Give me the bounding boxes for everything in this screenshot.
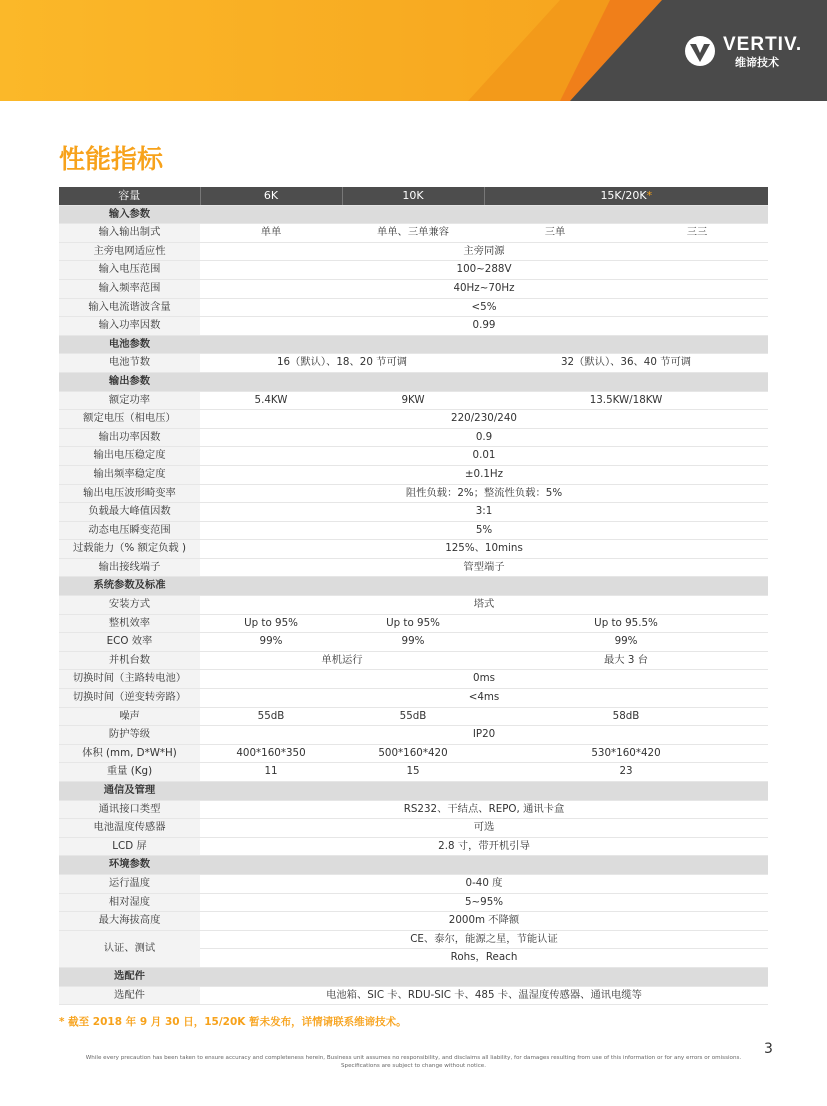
row-value: 单机运行 [200,651,484,670]
header-15k-20k [484,187,768,205]
section-fill [200,782,768,801]
row-value: Up to 95% [200,614,342,633]
header-15k-20k-label: 15K/20K [600,189,647,202]
row-value: 5% [200,521,768,540]
row-label: 切换时间（主路转电池） [59,670,200,689]
section-row [59,577,768,596]
page-number: 3 [764,1041,773,1057]
row-value: 5.4KW [200,391,342,410]
section-fill [200,335,768,354]
row-value: <5% [200,298,768,317]
section-fill [200,967,768,986]
row-label: 整机效率 [59,614,200,633]
row-label: 负载最大峰值因数 [59,503,200,522]
row-label: 选配件 [59,986,200,1005]
row-label: 体积 (mm, D*W*H) [59,744,200,763]
row-label: 防护等级 [59,726,200,745]
row-value: 23 [484,763,768,782]
section-fill [200,856,768,875]
table-row [59,800,768,819]
row-label: 过载能力（% 额定负载 ) [59,540,200,559]
row-value: IP20 [200,726,768,745]
row-label: 动态电压瞬变范围 [59,521,200,540]
table-row [59,447,768,466]
table-row [59,912,768,931]
row-value: 9KW [342,391,484,410]
header-10k: 10K [342,187,484,205]
table-row [59,633,768,652]
footnote: * 截至 2018 年 9 月 30 日，15/20K 暂未发布，详情请联系维谛技术。 [59,1016,407,1028]
table-row [59,707,768,726]
row-value: 99% [342,633,484,652]
section-label: 电池参数 [59,335,200,354]
table-row [59,819,768,838]
row-value: 11 [200,763,342,782]
row-value: 电池箱、SIC 卡、RDU-SIC 卡、485 卡、温湿度传感器、通讯电缆等 [200,986,768,1005]
table-row [59,744,768,763]
row-value: CE、泰尔，能源之星，节能认证 [200,930,768,949]
row-value: 99% [200,633,342,652]
vertiv-logo-icon [683,34,717,68]
header-capacity: 容量 [59,187,200,205]
section-label: 输出参数 [59,372,200,391]
section-label: 通信及管理 [59,782,200,801]
table-row [59,261,768,280]
disclaimer-line-2: Specifications are subject to change without notice. [340,1063,487,1069]
table-row [59,596,768,615]
row-value: <4ms [200,689,768,708]
section-row [59,205,768,224]
row-value: 13.5KW/18KW [484,391,768,410]
row-label: 输入功率因数 [59,317,200,336]
section-label: 环境参数 [59,856,200,875]
section-row [59,335,768,354]
row-label: 切换时间（逆变转旁路） [59,689,200,708]
row-label: 电池节数 [59,354,200,373]
table-row [59,558,768,577]
row-value: 0-40 度 [200,874,768,893]
row-value: 0.9 [200,428,768,447]
table-row [59,651,768,670]
table-row [59,428,768,447]
row-value: 主旁同源 [200,242,768,261]
header-star: * [646,189,653,202]
row-label: LCD 屏 [59,837,200,856]
page-title: 性能指标 [59,145,164,175]
row-value: 三三 [626,224,768,243]
row-value: 100~288V [200,261,768,280]
row-label: 输入输出制式 [59,224,200,243]
row-label: 输出接线端子 [59,558,200,577]
table-row [59,317,768,336]
section-row [59,372,768,391]
row-label: 主旁电网适应性 [59,242,200,261]
table-row [59,354,768,373]
row-value: Up to 95% [342,614,484,633]
row-label: 噪声 [59,707,200,726]
row-label: 额定电压（相电压） [59,410,200,429]
table-row [59,540,768,559]
table-row [59,242,768,261]
row-label: 电池温度传感器 [59,819,200,838]
row-label: 输入电压范围 [59,261,200,280]
table-row [59,503,768,522]
table-header-row [59,187,768,205]
row-value: 0.01 [200,447,768,466]
table-row [59,224,768,243]
section-row [59,782,768,801]
row-value: 单单、三单兼容 [342,224,484,243]
table-row [59,391,768,410]
row-value: 塔式 [200,596,768,615]
table-row [59,837,768,856]
spec-table-body [59,187,768,1005]
row-value: 5~95% [200,893,768,912]
table-row [59,614,768,633]
table-row [59,410,768,429]
table-row [59,763,768,782]
row-value: 三单 [484,224,626,243]
table-row [59,465,768,484]
row-value: 400*160*350 [200,744,342,763]
row-label: 通讯接口类型 [59,800,200,819]
row-label: 运行温度 [59,874,200,893]
row-value: 58dB [484,707,768,726]
table-row [59,670,768,689]
brand-name: VERTIV. [723,34,803,55]
table-row [59,874,768,893]
row-value: 0.99 [200,317,768,336]
row-value: ±0.1Hz [200,465,768,484]
row-value: 530*160*420 [484,744,768,763]
row-value: 阻性负载：2%；整流性负载：5% [200,484,768,503]
row-value: 管型端子 [200,558,768,577]
row-label: 输出功率因数 [59,428,200,447]
section-label: 输入参数 [59,205,200,224]
table-row [59,521,768,540]
row-label: 相对湿度 [59,893,200,912]
table-row [59,279,768,298]
row-value: 40Hz~70Hz [200,279,768,298]
disclaimer-line-1: While every precaution has been taken to ensure accuracy and completeness herein, Business unit assumes no responsibility, and disclaims all liability, for damages resulting from use of this information or for any errors or omissions. [85,1055,742,1061]
table-row [59,930,768,949]
row-value: 单单 [200,224,342,243]
row-label: ECO 效率 [59,633,200,652]
row-value: 125%、10mins [200,540,768,559]
table-row [59,726,768,745]
row-value: RS232、干结点、REPO, 通讯卡盒 [200,800,768,819]
section-label: 系统参数及标准 [59,577,200,596]
row-label: 重量 (Kg) [59,763,200,782]
row-value: 3:1 [200,503,768,522]
table-row [59,893,768,912]
row-label: 最大海拔高度 [59,912,200,931]
row-label: 输出电压稳定度 [59,447,200,466]
section-label: 选配件 [59,967,200,986]
row-value: 最大 3 台 [484,651,768,670]
row-value: Rohs，Reach [200,949,768,968]
table-row [59,689,768,708]
row-value: 0ms [200,670,768,689]
row-label: 安装方式 [59,596,200,615]
row-value: 500*160*420 [342,744,484,763]
row-value: 2000m 不降额 [200,912,768,931]
row-value: 99% [484,633,768,652]
row-label: 输出频率稳定度 [59,465,200,484]
row-value: 2.8 寸，带开机引导 [200,837,768,856]
row-label: 输出电压波形畸变率 [59,484,200,503]
row-value: 55dB [200,707,342,726]
row-label: 输入频率范围 [59,279,200,298]
header-6k: 6K [200,187,342,205]
row-value: Up to 95.5% [484,614,768,633]
row-label: 认证、测试 [59,930,200,967]
row-value: 可选 [200,819,768,838]
section-fill [200,577,768,596]
brand-subtitle: 维谛技术 [735,56,779,69]
row-value: 15 [342,763,484,782]
row-label: 输入电流谐波含量 [59,298,200,317]
row-value: 220/230/240 [200,410,768,429]
section-row [59,856,768,875]
table-row [59,484,768,503]
section-row [59,967,768,986]
row-value: 32（默认）、36、40 节可调 [484,354,768,373]
table-row [59,986,768,1005]
row-label: 并机台数 [59,651,200,670]
spec-table [59,187,768,1005]
row-value: 55dB [342,707,484,726]
row-value: 16（默认）、18、20 节可调 [200,354,484,373]
row-label: 额定功率 [59,391,200,410]
section-fill [200,372,768,391]
section-fill [200,205,768,224]
table-row [59,298,768,317]
